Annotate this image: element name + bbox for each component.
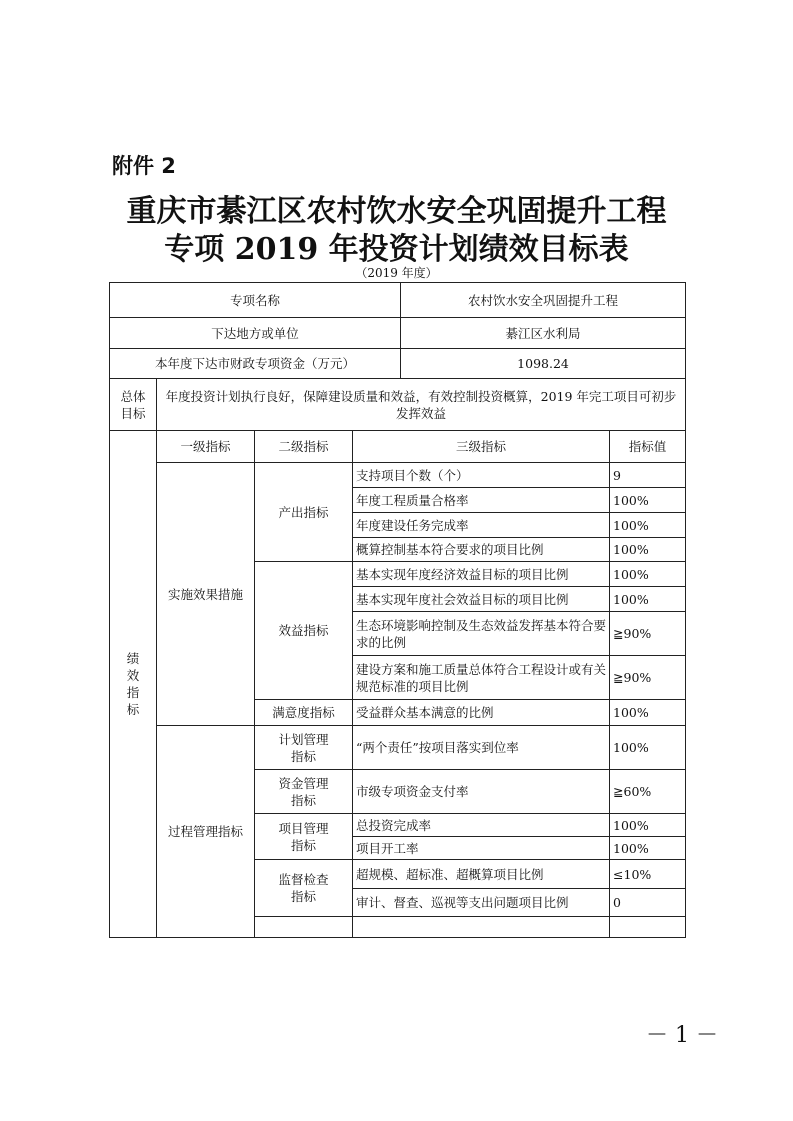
document-title-line2: 专项 2019 年投资计划绩效目标表 xyxy=(164,232,629,267)
goal-text: 年度投资计划执行良好，保障建设质量和效益，有效控制投资概算，2019 年完工项目可初步发挥效益 xyxy=(157,379,686,431)
section-char: 标 xyxy=(126,702,140,717)
indicator-value: ≧90% xyxy=(610,612,686,656)
table-row xyxy=(110,318,686,349)
level3-name: 支持项目个数（个） xyxy=(353,463,610,488)
section-label-performance xyxy=(110,431,157,938)
table-row xyxy=(110,463,686,488)
goal-label-line1: 总体 xyxy=(120,388,146,404)
level2-supervision xyxy=(255,860,353,917)
level3-name: “两个责任”按项目落实到位率 xyxy=(353,726,610,770)
level2-satisfaction: 满意度指标 xyxy=(255,700,353,726)
indicator-value: ≧90% xyxy=(610,656,686,700)
funds-label: 本年度下达市财政专项资金（万元） xyxy=(110,349,401,379)
header-level1: 一级指标 xyxy=(157,431,255,463)
indicator-value: ≧60% xyxy=(610,770,686,814)
year-note: （2019 年度） xyxy=(355,266,438,280)
level3-name: 概算控制基本符合要求的项目比例 xyxy=(353,538,610,562)
table-row xyxy=(110,283,686,318)
indicator-value: 100% xyxy=(610,726,686,770)
table-row xyxy=(110,726,686,770)
level2-plan-line1: 计划管理 xyxy=(278,731,329,747)
level2-fund xyxy=(255,770,353,814)
section-char: 绩 xyxy=(126,651,140,666)
indicator-value: 100% xyxy=(610,538,686,562)
indicator-value: 100% xyxy=(610,513,686,538)
level3-name: 年度建设任务完成率 xyxy=(353,513,610,538)
level2-plan xyxy=(255,726,353,770)
indicator-value: 100% xyxy=(610,562,686,587)
level1-process: 过程管理指标 xyxy=(157,726,255,938)
indicator-value: 9 xyxy=(610,463,686,488)
indicator-value: 0 xyxy=(610,889,686,917)
level2-supervision-line1: 监督检查 xyxy=(278,872,329,887)
level3-name: 生态环境影响控制及生态效益发挥基本符合要求的比例 xyxy=(353,612,610,656)
table-row xyxy=(110,349,686,379)
level2-project-line2: 指标 xyxy=(290,837,316,853)
indicator-value: 100% xyxy=(610,814,686,837)
header-level3: 三级指标 xyxy=(353,431,610,463)
empty-cell xyxy=(255,917,353,938)
header-level2: 二级指标 xyxy=(255,431,353,463)
unit-label: 下达地方或单位 xyxy=(110,318,401,349)
indicator-value: 100% xyxy=(610,587,686,612)
indicator-value: 100% xyxy=(610,488,686,513)
page-number: － 1 － xyxy=(646,1023,718,1048)
level2-project xyxy=(255,814,353,860)
table-row xyxy=(110,379,686,431)
table-row xyxy=(110,431,686,463)
performance-target-table-body xyxy=(109,282,686,938)
level3-name: 项目开工率 xyxy=(353,837,610,860)
level2-project-line1: 项目管理 xyxy=(278,820,329,836)
level2-plan-line2: 指标 xyxy=(290,748,316,764)
level3-name: 超规模、超标准、超概算项目比例 xyxy=(353,860,610,889)
header-value: 指标值 xyxy=(610,431,686,463)
level2-fund-line1: 资金管理 xyxy=(278,775,329,791)
indicator-value: ≤10% xyxy=(610,860,686,889)
section-char: 指 xyxy=(126,685,140,700)
funds-value: 1098.24 xyxy=(401,349,686,379)
goal-label xyxy=(110,379,157,431)
project-name-value: 农村饮水安全巩固提升工程 xyxy=(401,283,686,318)
level2-output: 产出指标 xyxy=(255,463,353,562)
level2-supervision-line2: 指标 xyxy=(290,889,316,904)
level3-name: 市级专项资金支付率 xyxy=(353,770,610,814)
level3-name: 年度工程质量合格率 xyxy=(353,488,610,513)
document-title-line1: 重庆市綦江区农村饮水安全巩固提升工程 xyxy=(126,194,667,229)
level3-name: 总投资完成率 xyxy=(353,814,610,837)
goal-label-line2: 目标 xyxy=(120,405,146,421)
level2-fund-line2: 指标 xyxy=(290,792,316,808)
level3-name: 基本实现年度社会效益目标的项目比例 xyxy=(353,587,610,612)
indicator-value: 100% xyxy=(610,700,686,726)
level1-implementation: 实施效果措施 xyxy=(157,463,255,726)
project-name-label: 专项名称 xyxy=(110,283,401,318)
annex-label: 附件 2 xyxy=(112,154,176,178)
level3-name: 基本实现年度经济效益目标的项目比例 xyxy=(353,562,610,587)
unit-value: 綦江区水利局 xyxy=(401,318,686,349)
level3-name: 受益群众基本满意的比例 xyxy=(353,700,610,726)
level3-name: 建设方案和施工质量总体符合工程设计或有关规范标准的项目比例 xyxy=(353,656,610,700)
section-char: 效 xyxy=(126,668,140,683)
level3-name: 审计、督查、巡视等支出问题项目比例 xyxy=(353,889,610,917)
empty-cell xyxy=(353,917,610,938)
empty-cell xyxy=(610,917,686,938)
level2-benefit: 效益指标 xyxy=(255,562,353,700)
indicator-value: 100% xyxy=(610,837,686,860)
